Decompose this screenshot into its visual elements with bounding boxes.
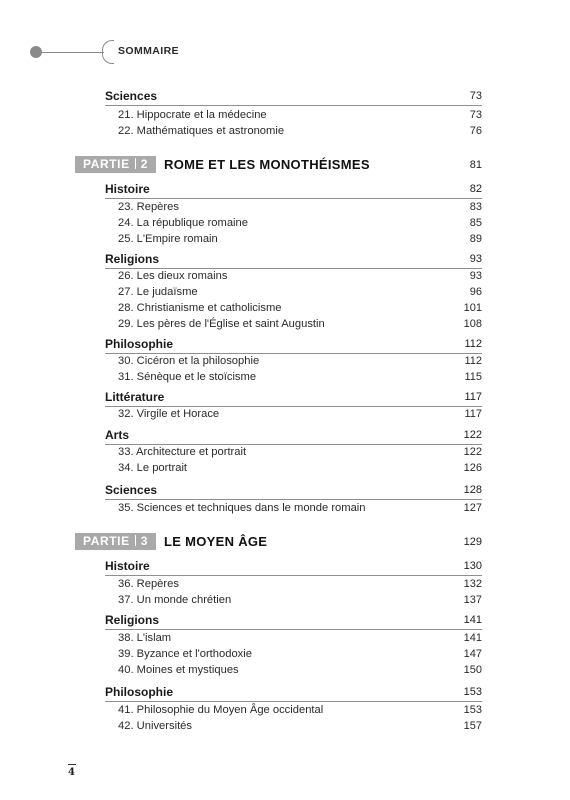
page-footer [68, 764, 80, 778]
section-title: Histoire [105, 559, 150, 573]
toc-page-number: 127 [463, 502, 482, 514]
part-title: LE MOYEN ÂGE [164, 534, 268, 549]
toc-page-number: 126 [463, 462, 482, 474]
page-title: SOMMAIRE [118, 45, 179, 57]
footer-rule [68, 764, 76, 765]
toc-entry-row [0, 316, 570, 332]
section-title: Sciences [105, 89, 158, 103]
toc-entry-row [0, 444, 570, 460]
part-number: 3 [140, 534, 148, 548]
toc-page-number: 122 [463, 446, 482, 458]
toc-entry-row [0, 199, 570, 215]
entry-title: 37. Un monde chrétien [118, 594, 232, 606]
header-bracket-ornament [102, 40, 114, 64]
toc-section-row [0, 482, 570, 498]
toc-page-number: 82 [469, 183, 482, 195]
toc-page-number: 117 [464, 408, 482, 420]
toc-section-row [0, 427, 570, 443]
toc-page-number: 96 [469, 286, 482, 298]
toc-entry-row [0, 369, 570, 385]
toc-page-number: 122 [463, 429, 482, 441]
part-badge-divider [135, 158, 136, 169]
section-title: Sciences [105, 483, 158, 497]
entry-title: 21. Hippocrate et la médecine [118, 109, 267, 121]
toc-page-number: 112 [464, 338, 482, 350]
toc-entry-row [0, 718, 570, 734]
part-label: PARTIE [83, 534, 130, 548]
toc-page-number: 157 [463, 720, 482, 732]
entry-title: 40. Moines et mystiques [118, 664, 239, 676]
toc-page-number: 115 [464, 371, 482, 383]
toc-header [30, 40, 230, 66]
toc-page-number: 132 [463, 578, 482, 590]
toc-entry-row [0, 460, 570, 476]
part-label: PARTIE [83, 157, 130, 171]
toc-page-number: 153 [463, 704, 482, 716]
entry-title: 38. L'islam [118, 632, 172, 644]
header-dot-ornament [30, 46, 42, 58]
toc-entry-row [0, 300, 570, 316]
toc-entry-row [0, 215, 570, 231]
toc-page-number: 83 [469, 201, 482, 213]
part-number: 2 [140, 157, 148, 171]
toc-entry-row [0, 107, 570, 123]
section-title: Histoire [105, 182, 150, 196]
toc-page-number: 150 [463, 664, 482, 676]
entry-title: 35. Sciences et techniques dans le monde romain [118, 502, 366, 514]
toc-entry-row [0, 500, 570, 516]
entry-title: 34. Le portrait [118, 462, 188, 474]
toc-page-number: 112 [464, 355, 482, 367]
toc-section-row [0, 684, 570, 700]
toc-page-number: 128 [463, 484, 482, 496]
toc-section-row [0, 336, 570, 352]
section-title: Philosophie [105, 685, 174, 699]
entry-title: 32. Virgile et Horace [118, 408, 220, 420]
entry-title: 24. La république romaine [118, 217, 248, 229]
toc-page-number: 73 [469, 90, 482, 102]
section-title: Religions [105, 613, 160, 627]
toc-page-number: 76 [469, 125, 482, 137]
toc-page-number: 130 [463, 560, 482, 572]
header-rule [42, 52, 104, 53]
toc-section-row [0, 389, 570, 405]
part-title: ROME ET LES MONOTHÉISMES [164, 157, 370, 172]
toc-page-number: 108 [463, 318, 482, 330]
toc-part-row [0, 157, 570, 173]
entry-title: 30. Cicéron et la philosophie [118, 355, 260, 367]
toc-section-row [0, 612, 570, 628]
section-title: Arts [105, 428, 130, 442]
toc-section-row [0, 181, 570, 197]
toc-entry-row [0, 268, 570, 284]
toc-page-number: 141 [463, 632, 482, 644]
toc-entry-row [0, 662, 570, 678]
part-badge-divider [135, 535, 136, 546]
entry-title: 26. Les dieux romains [118, 270, 228, 282]
toc-entry-row [0, 646, 570, 662]
toc-page-number: 93 [469, 270, 482, 282]
entry-title: 22. Mathématiques et astronomie [118, 125, 285, 137]
toc-page-number: 93 [469, 253, 482, 265]
entry-title: 23. Repères [118, 201, 179, 213]
toc-page-number: 117 [464, 391, 482, 403]
toc-section-row [0, 558, 570, 574]
page-number: 4 [68, 767, 75, 778]
entry-title: 41. Philosophie du Moyen Âge occidental [118, 704, 324, 716]
toc-entry-row [0, 123, 570, 139]
entry-title: 25. L'Empire romain [118, 233, 218, 245]
entry-title: 42. Universités [118, 720, 192, 732]
toc-page-number: 153 [463, 686, 482, 698]
toc-page-number: 137 [463, 594, 482, 606]
toc-page-number: 141 [463, 614, 482, 626]
entry-title: 29. Les pères de l'Église et saint Augustin [118, 318, 325, 330]
entry-title: 27. Le judaïsme [118, 286, 198, 298]
toc-page-number: 147 [463, 648, 482, 660]
toc-entry-row [0, 576, 570, 592]
toc-entry-row [0, 284, 570, 300]
entry-title: 33. Architecture et portrait [118, 446, 247, 458]
toc-page-number: 81 [469, 159, 482, 171]
toc-entry-row [0, 406, 570, 422]
entry-title: 28. Christianisme et catholicisme [118, 302, 282, 314]
toc-page-number: 129 [463, 536, 482, 548]
toc-entry-row [0, 231, 570, 247]
toc-section-row [0, 251, 570, 267]
part-badge [75, 156, 156, 173]
entry-title: 31. Sénèque et le stoïcisme [118, 371, 257, 383]
toc-part-row [0, 534, 570, 550]
toc-entry-row [0, 702, 570, 718]
toc-entry-row [0, 592, 570, 608]
toc-page-number: 85 [469, 217, 482, 229]
entry-title: 36. Repères [118, 578, 179, 590]
toc-page-number: 101 [463, 302, 482, 314]
toc-entry-row [0, 353, 570, 369]
part-badge [75, 533, 156, 550]
toc-entry-row [0, 630, 570, 646]
toc-page-number: 73 [469, 109, 482, 121]
entry-title: 39. Byzance et l'orthodoxie [118, 648, 252, 660]
section-title: Religions [105, 252, 160, 266]
toc-page-number: 89 [469, 233, 482, 245]
section-title: Philosophie [105, 337, 174, 351]
section-title: Littérature [105, 390, 165, 404]
toc-section-row [0, 88, 570, 104]
